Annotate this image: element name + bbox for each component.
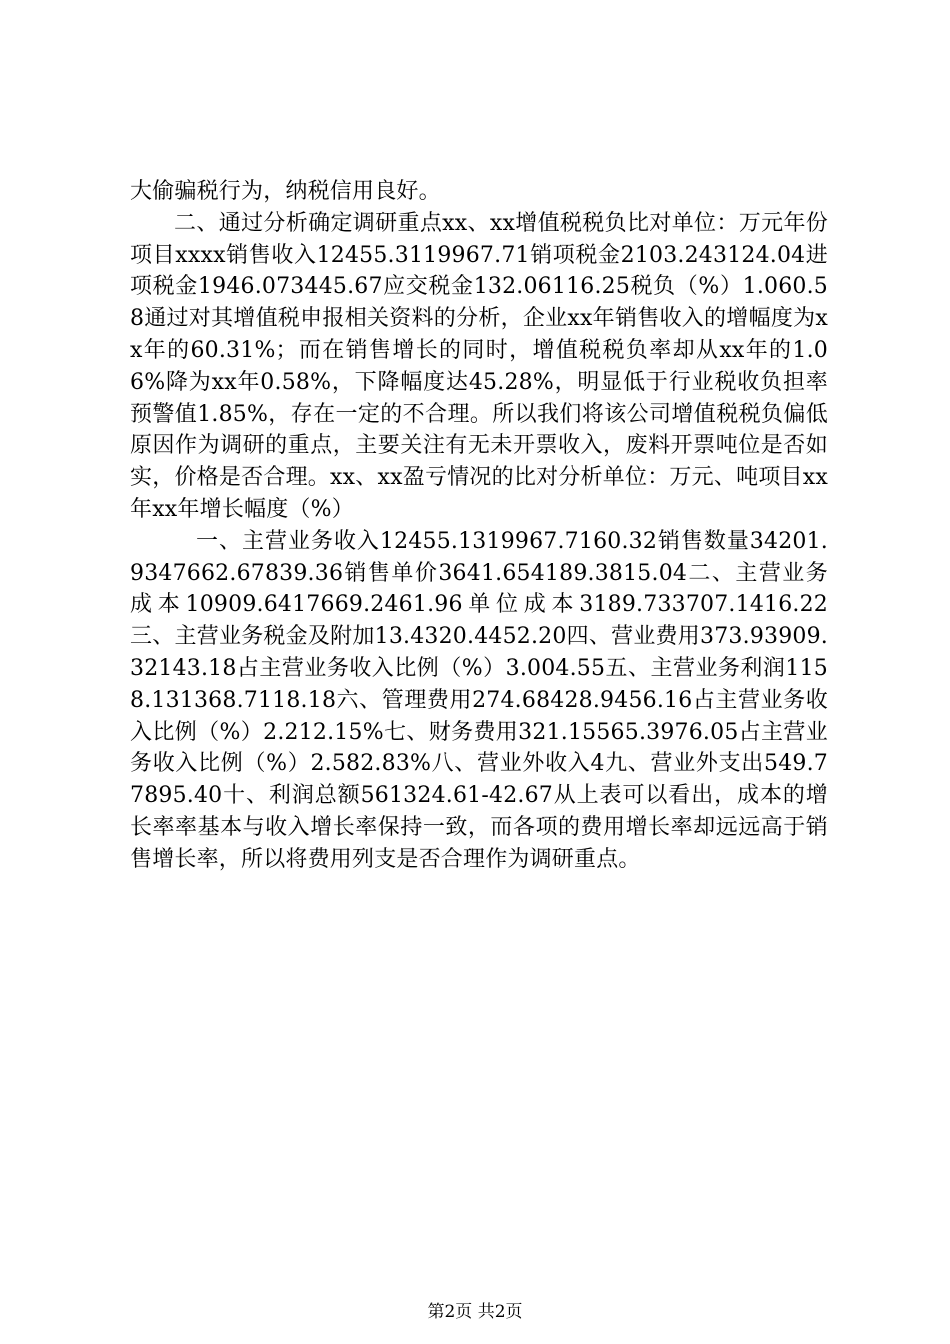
paragraph-section-two: 二、通过分析确定调研重点xx、xx增值税税负比对单位：万元年份项目xxxx销售收入12455.3119967.71销项税金2103.243124.04进项税金1946.073445.67应交税金132.06116.25税负（%）1.060.58通过对其增值税申报相关资料的分析，企业xx年销售收入的增幅度为xx年的60.31%；而在销售增长的同时，增值税税负率却从xx年的1.06%降为xx年0.58%，下降幅度达45.28%，明显低于行业税收负担率预警值1.85%，存在一定的不合理。所以我们将该公司增值税税负偏低原因作为调研的重点，主要关注有无未开票收入，废料开票吨位是否如实，价格是否合理。xx、xx盈亏情况的比对分析单位：万元、吨项目xx年xx年增长幅度（%） xyxy=(130,210,828,522)
paragraph-closing-sentence: 大偷骗税行为，纳税信用良好。 xyxy=(130,179,441,204)
paragraph-profit-loss-table: 一、主营业务收入12455.1319967.7160.32销售数量34201.9347662.67839.36销售单价3641.654189.3815.04二、主营业务成本10909.6417669.2461.96单位成本3189.733707.1416.22三、主营业务税金及附加13.4320.4452.20四、营业费用373.93909.32143.18占主营业务收入比例（%）3.004.55五、主营业务利润1158.131368.7118.18六、管理费用274.68428.9456.16占主营业务收入比例（%）2.212.15%七、财务费用321.15565.3976.05占主营业务收入比例（%）2.582.83%八、营业外收入4九、营业外支出549.77895.40十、利润总额561324.61-42.67从上表可以看出，成本的增长率率基本与收入增长率保持一致，而各项的费用增长率却远远高于销售增长率，所以将费用列支是否合理作为调研重点。 xyxy=(130,528,828,872)
document-body xyxy=(130,176,828,876)
page-footer: 第2页 共2页 xyxy=(427,1302,523,1322)
